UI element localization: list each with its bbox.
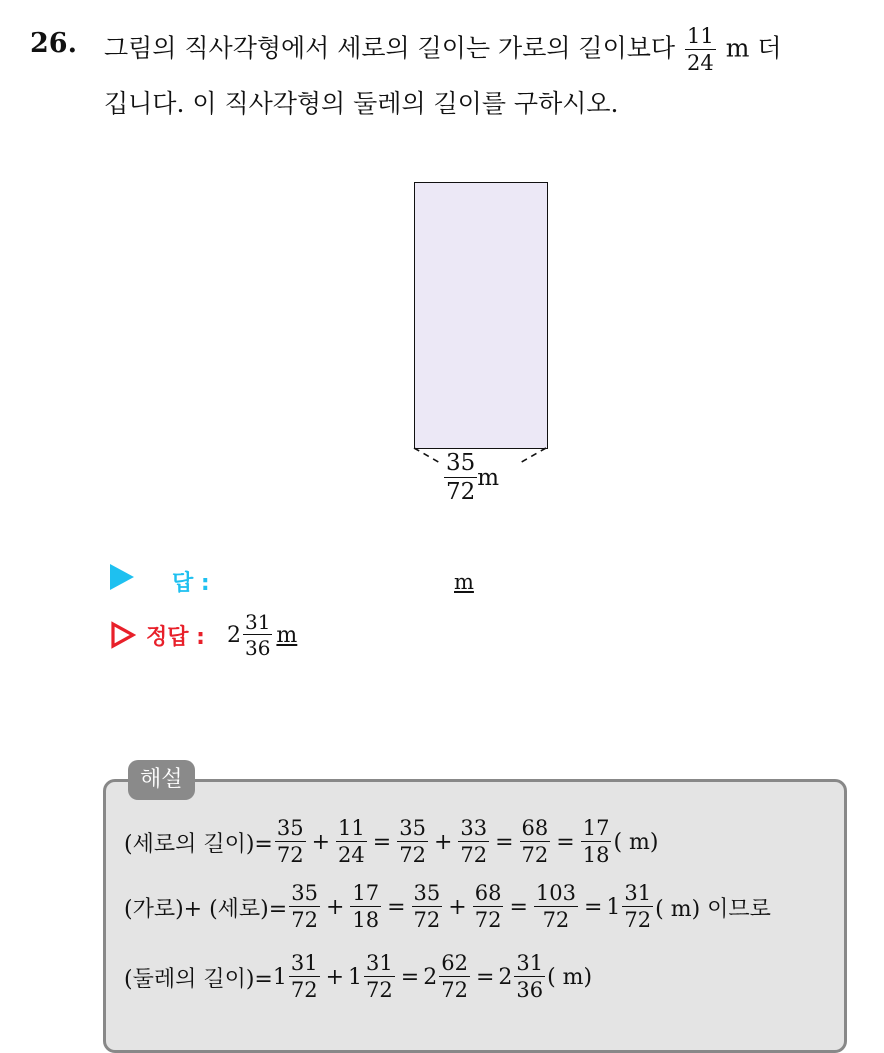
- question-line-2: 깁니다. 이 직사각형의 둘레의 길이를 구하시오.: [104, 89, 619, 118]
- fraction-denominator: 24: [687, 51, 714, 75]
- fraction-numerator: 31: [516, 951, 544, 975]
- whole-part: 1: [272, 964, 287, 990]
- solution-unit: ( m): [613, 829, 659, 855]
- fraction-numerator: 31: [366, 951, 393, 975]
- fraction-denominator: 36: [244, 636, 271, 660]
- correct-answer-value: [227, 612, 297, 658]
- operator: =: [583, 894, 603, 920]
- question-text: 그림의 직사각형에서 세로의 길이는 가로의 길이보다: [104, 33, 676, 63]
- solution-lhs: (세로의 길이)=: [124, 831, 273, 857]
- fraction: [439, 953, 470, 1001]
- width-unit: m: [477, 465, 500, 491]
- fraction: [473, 883, 504, 931]
- fraction-denominator: 72: [366, 978, 393, 1002]
- operator: =: [475, 964, 495, 990]
- correct-answer-row: [110, 612, 297, 658]
- rectangle-figure: [414, 182, 548, 449]
- fraction-denominator: 72: [276, 843, 304, 867]
- fraction-denominator: 72: [542, 908, 570, 932]
- fraction-numerator: 33: [460, 816, 488, 840]
- operator: =: [495, 829, 514, 855]
- whole-part: 2: [423, 964, 438, 990]
- solution-line-1: [124, 818, 658, 866]
- fraction-denominator: 72: [290, 978, 318, 1002]
- operator: +: [448, 894, 467, 920]
- outline-triangle-icon: [110, 621, 136, 649]
- fraction-numerator: 11: [687, 24, 714, 48]
- fraction: [397, 818, 428, 866]
- fraction-denominator: 72: [474, 908, 502, 932]
- operator: =: [372, 829, 392, 855]
- fraction: [534, 883, 578, 931]
- correct-fraction: [243, 612, 272, 658]
- fraction: [364, 953, 395, 1001]
- difference-fraction: [685, 26, 716, 74]
- fraction-denominator: 36: [516, 978, 544, 1002]
- fraction-numerator: 35: [276, 816, 304, 840]
- fraction-numerator: 17: [582, 816, 610, 840]
- fraction-numerator: 68: [474, 881, 502, 905]
- answer-label: 답 :: [172, 571, 210, 596]
- fraction-numerator: 35: [446, 450, 476, 476]
- whole-part: 2: [498, 964, 513, 990]
- correct-unit: m: [276, 622, 298, 648]
- whole-part: 2: [226, 622, 241, 648]
- fraction: [336, 818, 367, 866]
- fraction-denominator: 18: [352, 908, 380, 932]
- correct-answer-label: 정답 :: [146, 624, 205, 650]
- fraction-denominator: 18: [582, 843, 610, 867]
- fraction-denominator: 72: [521, 843, 549, 867]
- operator: +: [311, 829, 331, 855]
- width-label: [444, 452, 499, 504]
- fraction-denominator: 72: [291, 908, 318, 932]
- operator: =: [400, 964, 420, 990]
- fraction: [275, 818, 306, 866]
- fraction-numerator: 62: [441, 951, 468, 975]
- fraction-numerator: 68: [521, 816, 549, 840]
- question-line-1: [104, 26, 782, 74]
- answer-marker: [110, 564, 134, 590]
- operator: =: [556, 829, 575, 855]
- fraction-denominator: 72: [460, 843, 488, 867]
- fraction: [350, 883, 381, 931]
- fraction-numerator: 31: [290, 951, 318, 975]
- operator: =: [387, 894, 406, 920]
- fraction-numerator: 11: [338, 816, 365, 840]
- problem-number: 26.: [30, 28, 77, 59]
- solution-unit: ( m) 이므로: [655, 896, 771, 922]
- question-unit: m 더: [725, 33, 782, 63]
- operator: +: [325, 964, 345, 990]
- solution-lhs: (가로)+ (세로)=: [124, 896, 288, 922]
- fraction: [581, 818, 612, 866]
- solution-line-2: [124, 883, 771, 931]
- fraction-denominator: 72: [624, 908, 652, 932]
- fraction-numerator: 35: [413, 881, 441, 905]
- solution-line-3: [124, 953, 592, 1001]
- fraction-numerator: 35: [399, 816, 426, 840]
- solution-tab: 해설: [128, 760, 195, 800]
- fraction: [514, 953, 545, 1001]
- operator: +: [433, 829, 453, 855]
- answer-unit: m: [454, 570, 474, 594]
- whole-part: 1: [606, 894, 621, 920]
- operator: =: [509, 894, 528, 920]
- solution-lhs: (둘레의 길이)=: [124, 966, 273, 992]
- operator: +: [325, 894, 345, 920]
- fraction-numerator: 31: [244, 610, 271, 634]
- play-triangle-icon: [110, 564, 134, 590]
- fraction: [289, 953, 320, 1001]
- fraction: [289, 883, 320, 931]
- width-fraction: [444, 452, 477, 504]
- whole-part: 1: [348, 964, 363, 990]
- fraction: [458, 818, 489, 866]
- fraction-denominator: 72: [413, 908, 441, 932]
- fraction-numerator: 17: [352, 881, 380, 905]
- fraction: [520, 818, 551, 866]
- fraction-numerator: 35: [291, 881, 318, 905]
- solution-unit: ( m): [547, 964, 593, 990]
- fraction-denominator: 72: [441, 978, 468, 1002]
- fraction-denominator: 72: [399, 843, 426, 867]
- fraction: [412, 883, 443, 931]
- fraction-numerator: 103: [535, 881, 576, 905]
- fraction: [622, 883, 653, 931]
- fraction-numerator: 31: [624, 881, 652, 905]
- fraction-denominator: 72: [446, 479, 476, 505]
- fraction-denominator: 24: [338, 843, 365, 867]
